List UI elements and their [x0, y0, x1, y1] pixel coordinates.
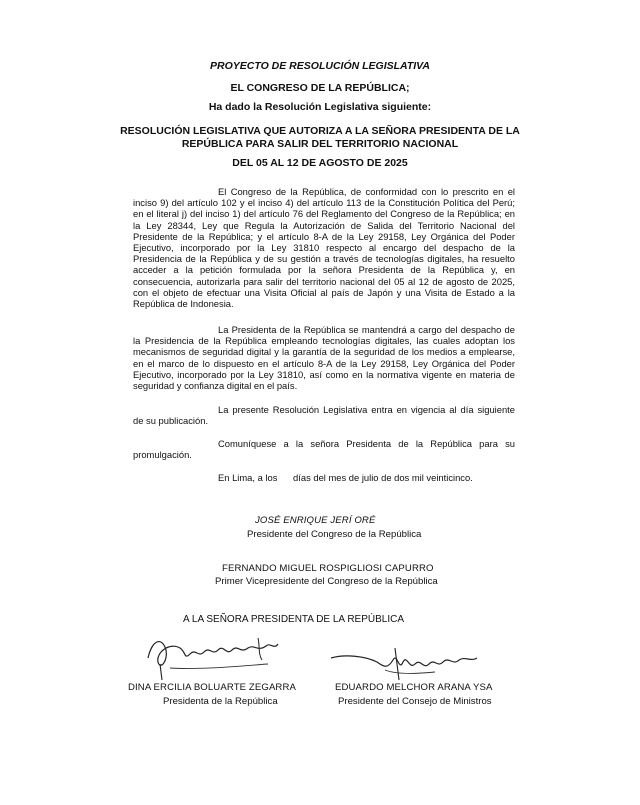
- paragraph-communication: Comuníquese a la señora Presidenta de la República para su promulgación.: [133, 438, 515, 461]
- signatory-congress-president-role: Presidente del Congreso de la República: [247, 529, 422, 540]
- president-signature-icon: [140, 628, 290, 683]
- signatory-president-name: DINA ERCILIA BOLUARTE ZEGARRA: [128, 682, 296, 693]
- signatory-minister-name: EDUARDO MELCHOR ARANA YSA: [335, 682, 493, 693]
- signatory-vice-president-role: Primer Vicepresidente del Congreso de la República: [215, 576, 438, 587]
- congress-heading: EL CONGRESO DE LA REPÚBLICA;: [230, 82, 410, 94]
- project-heading: PROYECTO DE RESOLUCIÓN LEGISLATIVA: [210, 60, 430, 72]
- signatory-congress-president-name: JOSÉ ENRIQUE JERÍ ORÉ: [255, 515, 376, 526]
- signatory-minister-role: Presidente del Consejo de Ministros: [338, 696, 492, 707]
- minister-signature-icon: [325, 640, 485, 682]
- signatory-vice-president-name: FERNANDO MIGUEL ROSPIGLIOSI CAPURRO: [222, 563, 434, 574]
- paragraph-authorization: El Congreso de la República, de conformidad con lo prescrito en el inciso 9) del artículo 102 y el inciso 4) del artículo 113 de la Constitución Política del Perú; en el literal j) del inciso 1) del artículo 76 del Reglamento del Congreso de la República; en la Ley 28344, Ley que Regula la Autorización de Salida del Territorio Nacional del Presidente de la República; y el artículo 8-A de la Ley 29158, Ley Orgánica del Poder Ejecutivo, incorporado por la Ley 31810 respecto al encargo del despacho de la Presidencia de la República y de su gestión a través de tecnologías digitales, ha resuelto acceder a la petición formulada por la señora Presidenta de la República y, en consecuencia, autorizarla para salir del territorio nacional del 05 al 12 de agosto de 2025, con el objeto de efectuar una Visita Oficial al país de Japón y una Visita de Estado a la República de Indonesia.: [133, 186, 515, 310]
- place-date-line: En Lima, a los días del mes de julio de dos mil veinticinco.: [218, 472, 473, 483]
- paragraph-digital-office: La Presidenta de la República se mantendrá a cargo del despacho de la Presidencia de la República empleando tecnologías digitales, las cuales adoptan los mecanismos de seguridad digital y la garantía de la seguridad de los medios a emplearse, en el marco de lo dispuesto en el artículo 8-A de la Ley 29158, Ley Orgánica del Poder Ejecutivo, incorporado por la Ley 31810, así como en la normativa vigente en materia de seguridad y confianza digital en el país.: [133, 324, 515, 392]
- addressee-line: A LA SEÑORA PRESIDENTA DE LA REPÚBLICA: [183, 614, 405, 625]
- preamble-line: Ha dado la Resolución Legislativa siguiente:: [208, 101, 432, 113]
- resolution-title: RESOLUCIÓN LEGISLATIVA QUE AUTORIZA A LA SEÑORA PRESIDENTA DE LA REPÚBLICA PARA SALIR DEL TERRITORIO NACIONAL: [120, 125, 520, 150]
- paragraph-validity: La presente Resolución Legislativa entra en vigencia al día siguiente de su publicación.: [133, 404, 515, 427]
- signatory-president-role: Presidenta de la República: [163, 696, 278, 707]
- resolution-dates: DEL 05 AL 12 DE AGOSTO DE 2025: [232, 157, 408, 169]
